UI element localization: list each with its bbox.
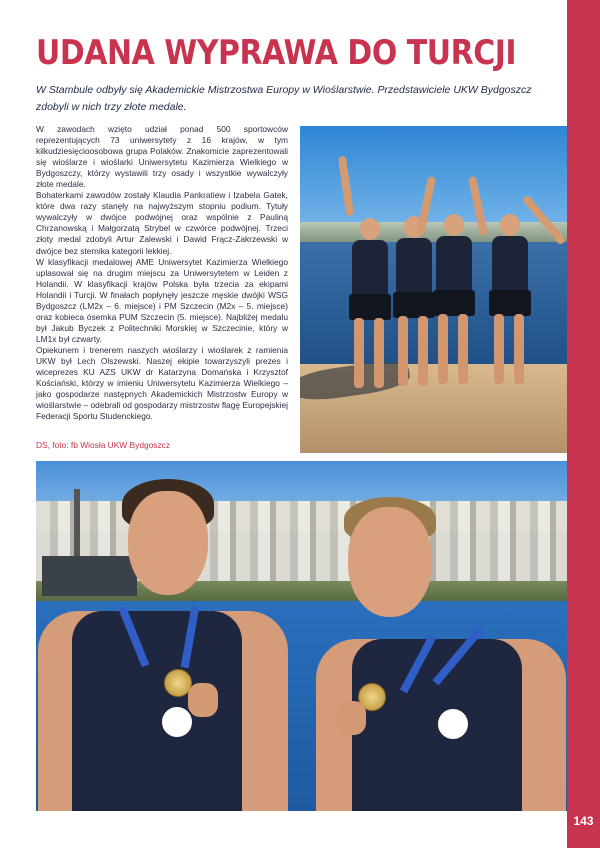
body-paragraph: W klasyfikacji medalowej AME Uniwersytet Kazimierza Wielkiego uplasował się na drugim miejscu za Uniwersytetem w Leiden z Holandii. W klasyfikacji krajów Polska była trzecia za ekipami Holandii i Turcji. W finałach popłynęły jeszcze męskie dwójki WSG Bydgoszcz (LM2x – 6. miejsce) i PM Szczecin (M2x – 5. miejsce) oraz kobieca ósemka PUM Szczecin (5. miejsce). Najbliżej medalu był Jakub Byczek z Politechniki Morskiej w Szczecinie, który w LM1x był czwarty. — [36, 256, 288, 344]
article-lead: W Stambule odbyły się Akademickie Mistrzostwa Europy w Wioślarstwie. Przedstawiciele UKW Bydgoszcz zdobyli w nich trzy złote medale. — [36, 84, 532, 113]
photo-mens-medalists — [36, 461, 567, 811]
side-accent-bar — [567, 0, 600, 848]
body-paragraph: W zawodach wzięto udział ponad 500 sportowców reprezentujących 73 uniwersytety z 16 krajów, w tym kilkudziesięcioosobowa grupa Polaków. Znakomicie zaprezentowali się wioślarze i wioślarki Uniwersytetu Kazimierza Wielkiego w Bydgoszczy, którzy wystawili trzy osady i wszystkie wywalczyły złote medale. — [36, 124, 288, 190]
page-number: 143 — [573, 814, 594, 828]
photo-credit: DS, foto: fb Wiosła UKW Bydgoszcz — [36, 440, 171, 450]
body-paragraph: Bohaterkami zawodów zostały Klaudia Pankratiew i Izabela Gatek, które dwa razy stanęły na najwyższym stopniu podium. Tytuły wywalczyły w dwójce podwójnej oraz wspólnie z Pauliną Chrzanowską i Małgorzatą Strybel w czwórce podwójnej. Trzeci złoty medal zdobyli Artur Zalewski i Dawid Frącz-Zakrzewski w dwójce bez sternika kategorii lekkiej. — [36, 190, 288, 256]
article-headline: UDANA WYPRAWA DO TURCJI — [36, 33, 517, 73]
photo-womens-quad — [300, 126, 567, 453]
body-paragraph: Opiekunem i trenerem naszych wioślarzy i wioślarek z ramienia UKW był Lech Olszewski. Naszej ekipie towarzyszyli prezes i wiceprezes KU AZS UKW dr Katarzyna Domańska i Krzysztof Kościański, którzy w imieniu Uniwersytetu Kazimierza Wielkiego – jako gospodarze następnych Akademickich Mistrzostw Europy w wioślarstwie – odebrali od gospodarzy mistrzostw flagę Europejskiej Federacji Sportu Studenckiego. — [36, 344, 288, 422]
article-body — [36, 124, 288, 422]
